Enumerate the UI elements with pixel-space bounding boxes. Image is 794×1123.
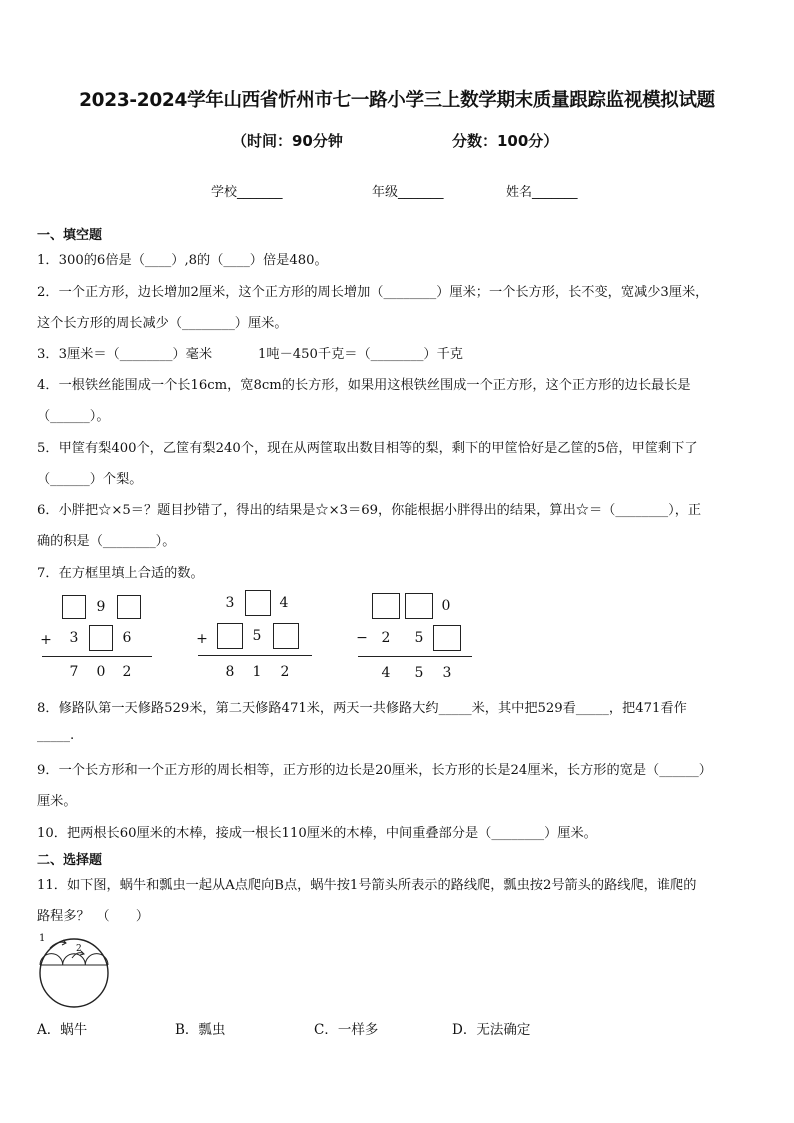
grade-field: 年级_______ bbox=[372, 185, 444, 200]
arrow-label-2: 2 bbox=[76, 944, 82, 954]
answer-box[interactable] bbox=[89, 625, 113, 651]
digit: 0 bbox=[96, 664, 106, 680]
digit: 3 bbox=[225, 595, 235, 611]
question-8-line2: _____. bbox=[37, 728, 75, 743]
question-1: 1．300的6倍是（____）,8的（____）倍是480。 bbox=[37, 253, 328, 268]
digit: 2 bbox=[381, 630, 391, 646]
school-field: 学校_______ bbox=[211, 185, 283, 200]
question-9-line2: 厘米。 bbox=[37, 794, 77, 809]
question-6-line1: 6．小胖把☆×5＝？题目抄错了，得出的结果是☆×3＝69，你能根据小胖得出的结果，算出☆＝（________），正 bbox=[37, 503, 702, 518]
answer-box[interactable] bbox=[117, 595, 141, 619]
question-8-line1: 8．修路队第一天修路529米，第二天修路471米，两天一共修路大约_____米，其中把529看_____，把471看作 bbox=[37, 701, 687, 716]
digit: 4 bbox=[279, 595, 289, 611]
question-5-line2: （______）个梨。 bbox=[37, 472, 143, 487]
question-5-line1: 5．甲筐有梨400个，乙筐有梨240个，现在从两筐取出数目相等的梨，剩下的甲筐恰好是乙筐的5倍，甲筐剩下了 bbox=[37, 441, 698, 456]
operator-minus: − bbox=[356, 630, 368, 646]
digit: 3 bbox=[442, 665, 452, 681]
answer-box[interactable] bbox=[372, 593, 400, 619]
answer-box[interactable] bbox=[245, 590, 271, 616]
question-2-line2: 这个长方形的周长减少（________）厘米。 bbox=[37, 316, 288, 331]
arrow-label-1: 1 bbox=[39, 933, 46, 944]
question-10: 10．把两根长60厘米的木棒，接成一根长110厘米的木棒，中间重叠部分是（________）厘米。 bbox=[37, 826, 597, 841]
question-11-line2: 路程多？ （ ） bbox=[37, 909, 150, 924]
question-7: 7．在方框里填上合适的数。 bbox=[37, 566, 204, 581]
digit: 3 bbox=[69, 630, 79, 646]
digit: 8 bbox=[225, 664, 235, 680]
digit: 5 bbox=[414, 665, 424, 681]
answer-box[interactable] bbox=[217, 623, 243, 649]
question-3-part1: 3．3厘米＝（________）毫米 bbox=[37, 347, 213, 362]
answer-box[interactable] bbox=[405, 593, 433, 619]
section-choice-heading: 二、选择题 bbox=[37, 853, 103, 868]
digit: 6 bbox=[122, 630, 132, 646]
digit: 0 bbox=[441, 598, 451, 614]
exam-title: 2023-2024学年山西省忻州市七一路小学三上数学期末质量跟踪监视模拟试题 bbox=[79, 90, 715, 111]
digit: 7 bbox=[69, 664, 79, 680]
circle-path-svg bbox=[36, 928, 126, 1012]
digit: 2 bbox=[122, 664, 132, 680]
sum-line bbox=[198, 655, 312, 656]
sum-line bbox=[42, 656, 152, 657]
option-b[interactable]: B．瓢虫 bbox=[175, 1022, 226, 1038]
option-d[interactable]: D．无法确定 bbox=[452, 1022, 531, 1038]
question-4-line2: （______）。 bbox=[37, 409, 110, 424]
digit: 2 bbox=[280, 664, 290, 680]
question-9-line1: 9．一个长方形和一个正方形的周长相等，正方形的边长是20厘米，长方形的长是24厘米，长方形的宽是（______） bbox=[37, 763, 712, 778]
difference-line bbox=[358, 656, 472, 657]
digit: 9 bbox=[96, 599, 106, 615]
question-11-line1: 11．如下图，蜗牛和瓢虫一起从A点爬向B点，蜗牛按1号箭头所表示的路线爬，瓢虫按2号箭头的路线爬，谁爬的 bbox=[37, 878, 697, 893]
circle-path-figure bbox=[36, 928, 126, 1012]
digit: 4 bbox=[381, 665, 391, 681]
option-a[interactable]: A．蜗牛 bbox=[37, 1022, 88, 1038]
digit: 1 bbox=[252, 664, 262, 680]
option-c[interactable]: C．一样多 bbox=[314, 1022, 379, 1038]
question-4-line1: 4．一根铁丝能围成一个长16cm，宽8cm的长方形，如果用这根铁丝围成一个正方形，这个正方形的边长最长是 bbox=[37, 378, 691, 393]
name-field: 姓名_______ bbox=[506, 185, 578, 200]
digit: 5 bbox=[414, 630, 424, 646]
answer-box[interactable] bbox=[273, 623, 299, 649]
section-fill-heading: 一、填空题 bbox=[37, 228, 103, 243]
exam-score: 分数：100分） bbox=[452, 132, 559, 150]
answer-box[interactable] bbox=[62, 595, 86, 619]
answer-box[interactable] bbox=[433, 625, 461, 651]
question-2-line1: 2．一个正方形，边长增加2厘米，这个正方形的周长增加（________）厘米；一个长方形，长不变，宽减少3厘米， bbox=[37, 285, 709, 300]
question-6-line2: 确的积是（________）。 bbox=[37, 534, 176, 549]
digit: 5 bbox=[252, 628, 262, 644]
operator-plus: + bbox=[196, 631, 208, 647]
question-3-part2: 1吨－450千克＝（________）千克 bbox=[258, 347, 463, 362]
exam-time: （时间：90分钟 bbox=[232, 132, 343, 150]
operator-plus: + bbox=[40, 632, 52, 648]
